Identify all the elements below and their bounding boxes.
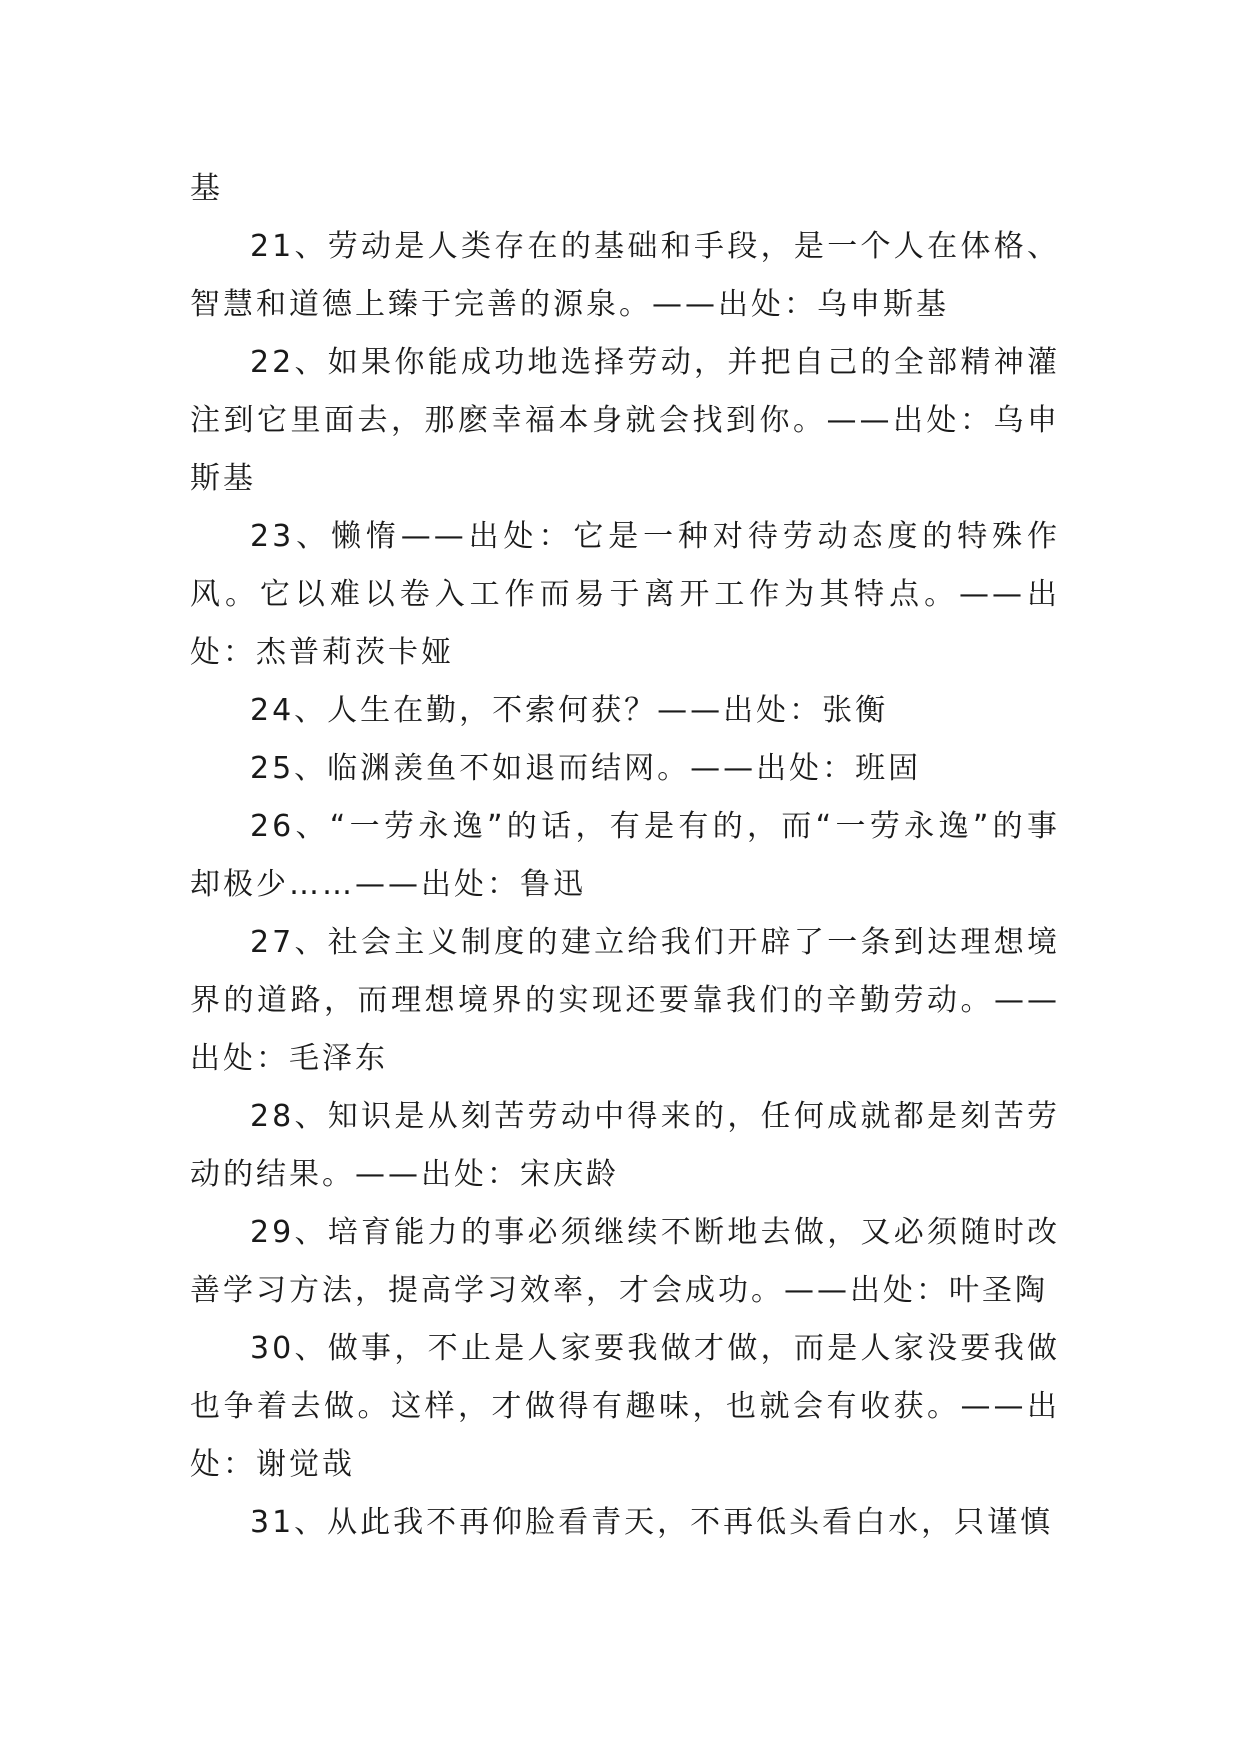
quote-26: 26、“一劳永逸”的话，有是有的，而“一劳永逸”的事却极少……——出处：鲁迅: [190, 809, 1060, 902]
quote-31: 31、从此我不再仰脸看青天，不再低头看白水，只谨慎: [250, 1505, 1054, 1540]
document-body: [190, 160, 1060, 1552]
quote-29: 29、培育能力的事必须继续不断地去做，又必须随时改善学习方法，提高学习效率，才会成功。——出处：叶圣陶: [190, 1215, 1060, 1308]
quote-28: 28、知识是从刻苦劳动中得来的，任何成就都是刻苦劳动的结果。——出处：宋庆龄: [190, 1099, 1060, 1192]
quote-24: 24、人生在勤，不索何获？——出处：张衡: [250, 693, 889, 728]
quote-21: 21、劳动是人类存在的基础和手段，是一个人在体格、智慧和道德上臻于完善的源泉。——出处：乌申斯基: [190, 229, 1060, 322]
paragraph-continuation: 基: [190, 171, 223, 206]
quote-23: 23、懒惰——出处：它是一种对待劳动态度的特殊作风。它以难以卷入工作而易于离开工作为其特点。——出处：杰普莉茨卡娅: [190, 519, 1060, 670]
quote-25: 25、临渊羡鱼不如退而结网。——出处：班固: [250, 751, 922, 786]
quote-27: 27、社会主义制度的建立给我们开辟了一条到达理想境界的道路，而理想境界的实现还要靠我们的辛勤劳动。——出处：毛泽东: [190, 925, 1060, 1076]
quote-22: 22、如果你能成功地选择劳动，并把自己的全部精神灌注到它里面去，那麽幸福本身就会找到你。——出处：乌申斯基: [190, 345, 1060, 496]
quote-30: 30、做事，不止是人家要我做才做，而是人家没要我做也争着去做。这样，才做得有趣味，也就会有收获。——出处：谢觉哉: [190, 1331, 1060, 1482]
